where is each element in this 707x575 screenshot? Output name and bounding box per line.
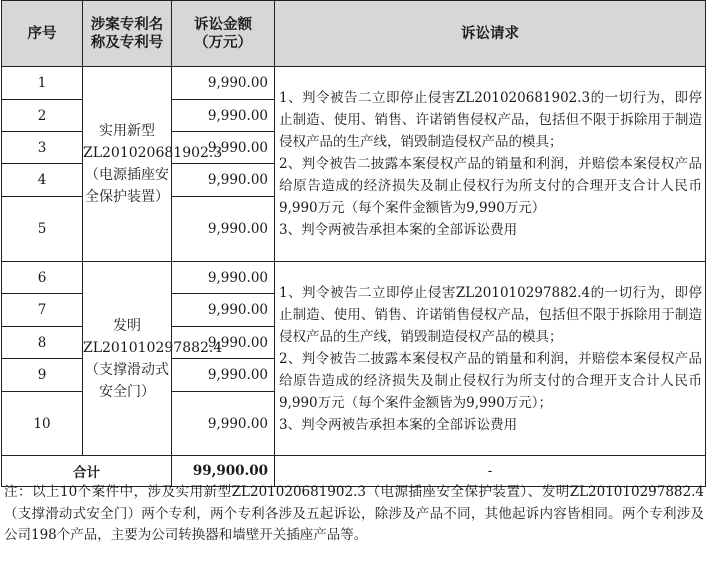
row-no: 10	[2, 392, 83, 456]
row-no: 9	[2, 359, 83, 392]
header-no: 序号	[2, 1, 83, 67]
row-amount: 9,990.00	[172, 294, 275, 327]
claim-item: 1、判令被告二立即停止侵害ZL201010297882.4的一切行为，即停止制造、使用、销售、许诺销售侵权产品，包括但不限于拆除用于制造侵权产品的生产线，销毁制造侵权产品的模具；	[279, 284, 702, 345]
total-label: 合计	[2, 456, 172, 487]
row-amount: 9,990.00	[172, 197, 275, 262]
row-no: 4	[2, 164, 83, 197]
row-no: 6	[2, 262, 83, 294]
patent-cell: 发明ZL201010297882.4（支撑滑动式安全门）	[83, 262, 172, 456]
header-patent: 涉案专利名称及专利号	[83, 1, 172, 67]
row-amount: 9,990.00	[172, 392, 275, 456]
table-header-row	[2, 1, 706, 67]
claim-item: 3、判令两被告承担本案的全部诉讼费用	[279, 222, 518, 238]
table-row	[2, 262, 706, 294]
claim-item: 1、判令被告二立即停止侵害ZL201020681902.3的一切行为，即停止制造、使用、销售、许诺销售侵权产品，包括但不限于拆除用于制造侵权产品的生产线，销毁制造侵权产品的模具；	[279, 90, 702, 150]
claim-item: 2、判令被告二披露本案侵权产品的销量和利润，并赔偿本案侵权产品给原告造成的经济损失及制止侵权行为所支付的合理开支合计人民币9,990万元（每个案件金额皆为9,990万元）；	[279, 350, 702, 411]
claim-item: 3、判令两被告承担本案的全部诉讼费用	[279, 416, 518, 433]
header-claims: 诉讼请求	[275, 1, 706, 67]
claims-cell	[275, 262, 706, 456]
row-no: 3	[2, 132, 83, 164]
row-no: 1	[2, 67, 83, 100]
table-row	[2, 67, 706, 100]
row-amount: 9,990.00	[172, 100, 275, 132]
row-amount: 9,990.00	[172, 359, 275, 392]
header-amount: 诉讼金额（万元）	[172, 1, 275, 67]
row-no: 7	[2, 294, 83, 327]
total-amount: 99,900.00	[172, 456, 275, 487]
claims-cell	[275, 67, 706, 262]
litigation-table	[1, 0, 706, 487]
row-no: 2	[2, 100, 83, 132]
total-claims: -	[275, 456, 706, 487]
row-no: 8	[2, 327, 83, 359]
row-amount: 9,990.00	[172, 327, 275, 359]
row-amount: 9,990.00	[172, 164, 275, 197]
row-amount: 9,990.00	[172, 132, 275, 164]
row-no: 5	[2, 197, 83, 262]
row-amount: 9,990.00	[172, 67, 275, 100]
claim-item: 2、判令被告二披露本案侵权产品的销量和利润，并赔偿本案侵权产品给原告造成的经济损失及制止侵权行为所支付的合理开支合计人民币9,990万元（每个案件金额皆为9,990万元）	[279, 156, 702, 216]
row-amount: 9,990.00	[172, 262, 275, 294]
patent-cell: 实用新型ZL201020681902.3（电源插座安全保护装置）	[83, 67, 172, 262]
footnote: 注：以上10个案件中，涉及实用新型ZL201020681902.3（电源插座安全保护装置）、发明ZL201010297882.4（支撑滑动式安全门）两个专利，两个专利各涉及五起诉讼，除涉及产品不同，其他起诉内容皆相同。两个专利涉及公司198个产品，主要为公司转换器和墙壁开关插座产品等。	[4, 484, 704, 543]
